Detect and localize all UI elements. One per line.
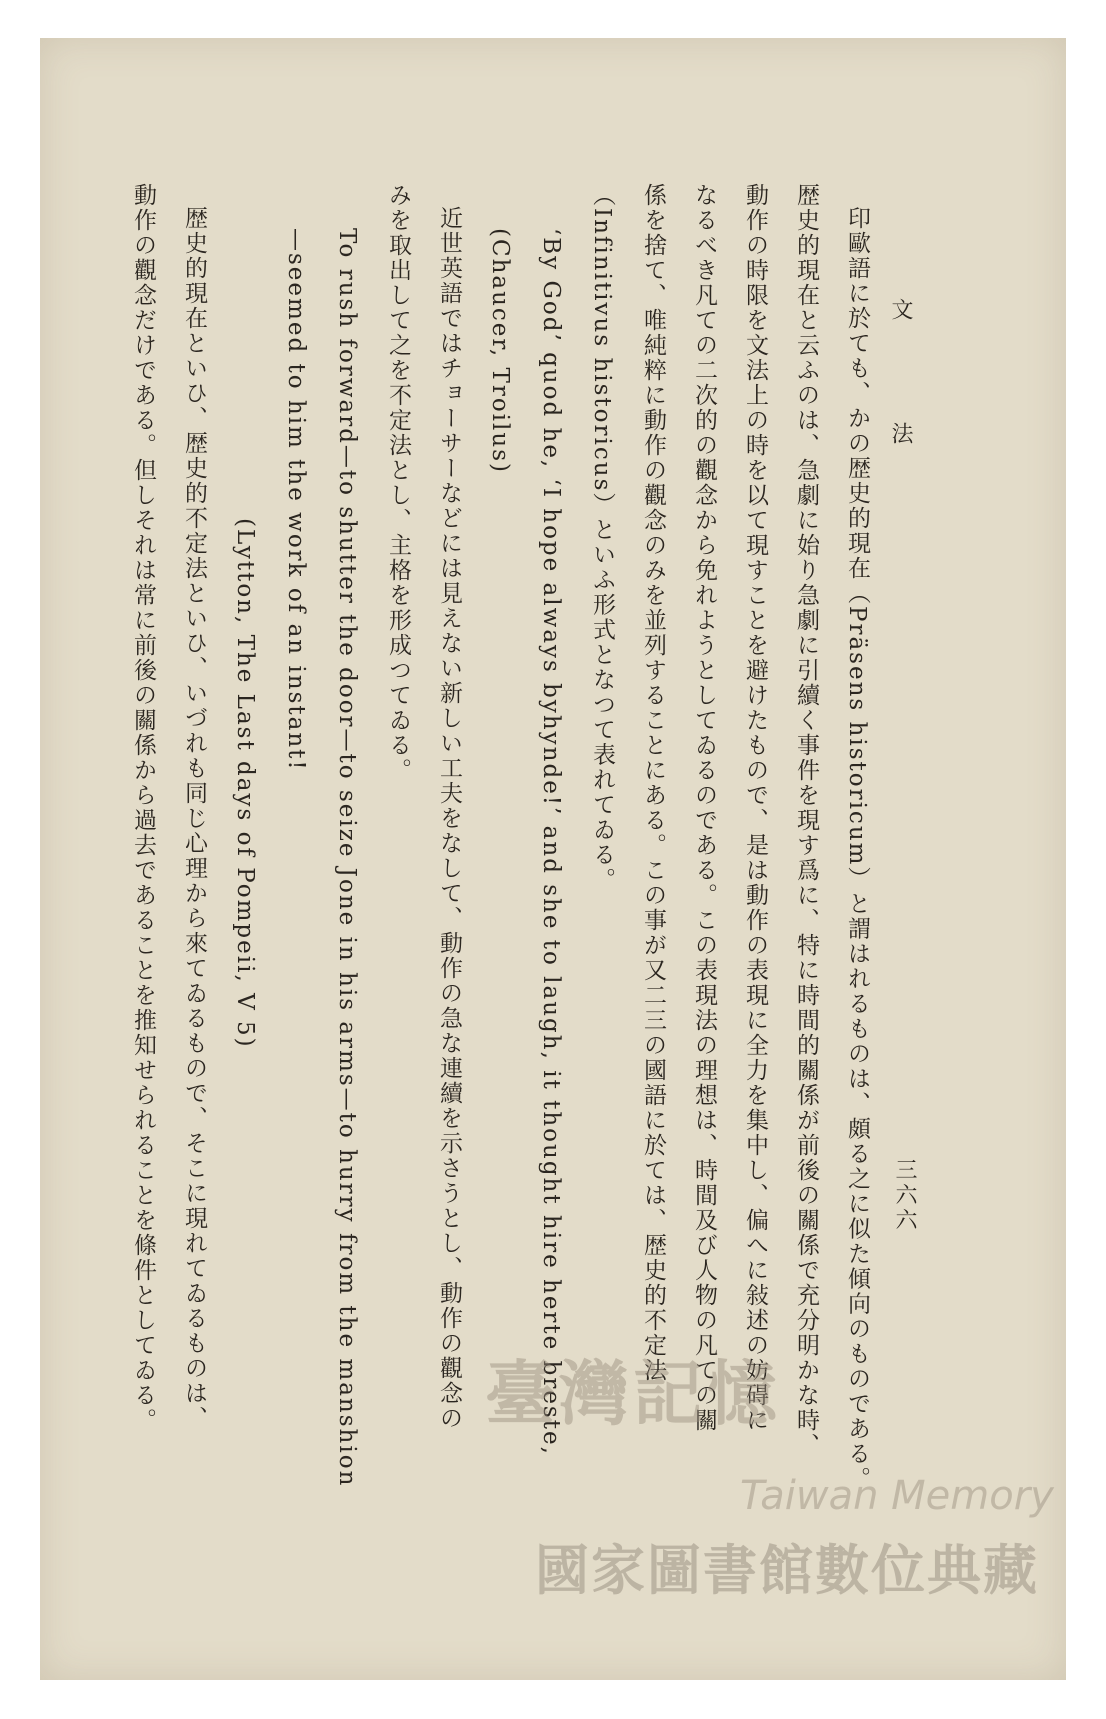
citation: (Chaucer, Troilus) xyxy=(487,228,513,474)
quote-column: To rush forward—to shutter the door—to seize Jone in his arms—to hurry from the manshion xyxy=(334,228,360,1488)
citation: (Lytton, The Last days of Pompeii, V 5) xyxy=(232,518,258,1049)
quote-column: —seemed to him the work of an instant! xyxy=(283,228,309,772)
text-column: 動作の觀念だけである。但しそれは常に前後の關係から過去であることを推知せられることを條件としてゐる。 xyxy=(130,183,156,1433)
text-column: （Infinitivus historicus）といふ形式となつて表れてゐる。 xyxy=(589,183,615,893)
quote-column: ‘By God’ quod he, ‘I hope always byhynde!’ and she to laugh, it thought hire herte breste, xyxy=(538,228,564,1456)
text-column: 近世英語ではチョーサーなどには見えない新しい工夫をなして、動作の急な連續を示さうとし、動作の觀念の xyxy=(436,206,462,1431)
text-column: 係を捨て、唯純粹に動作の觀念のみを並列することにある。この事が又二三の國語に於ては、歴史的不定法 xyxy=(640,183,666,1383)
text-column: 印歐語に於ても、かの歴史的現在（Präsens historicum）と謂はれるものは、頗る之に似た傾向のものである。 xyxy=(844,206,870,1492)
text-column: みを取出して之を不定法とし、主格を形成つてゐる。 xyxy=(385,183,411,783)
watermark-calligraphy: 臺灣記憶 xyxy=(485,1353,781,1435)
page-number: 三六六 xyxy=(892,1158,917,1233)
running-header: 文 法 xyxy=(888,298,913,484)
watermark-english: Taiwan Memory xyxy=(740,1473,1054,1519)
text-column: 動作の時限を文法上の時を以て現すことを避けたもので、是は動作の表現に全力を集中し、偏へに敍述の妨碍に xyxy=(742,183,768,1433)
text-column: 歴史的現在といひ、歴史的不定法といひ、いづれも同じ心理から來てゐるもので、そこに現れてゐるものは、 xyxy=(181,206,207,1431)
book-page xyxy=(40,38,1066,1680)
text-column: 歴史的現在と云ふのは、急劇に始り急劇に引續く事件を現す爲に、特に時間的關係が前後の關係で充分明かな時、 xyxy=(793,183,819,1458)
watermark-library: 國家圖書館數位典藏 xyxy=(535,1539,1039,1602)
text-column: なるべき凡ての二次的の觀念から免れようとしてゐるのである。この表現法の理想は、時間及び人物の凡ての關 xyxy=(691,183,717,1433)
